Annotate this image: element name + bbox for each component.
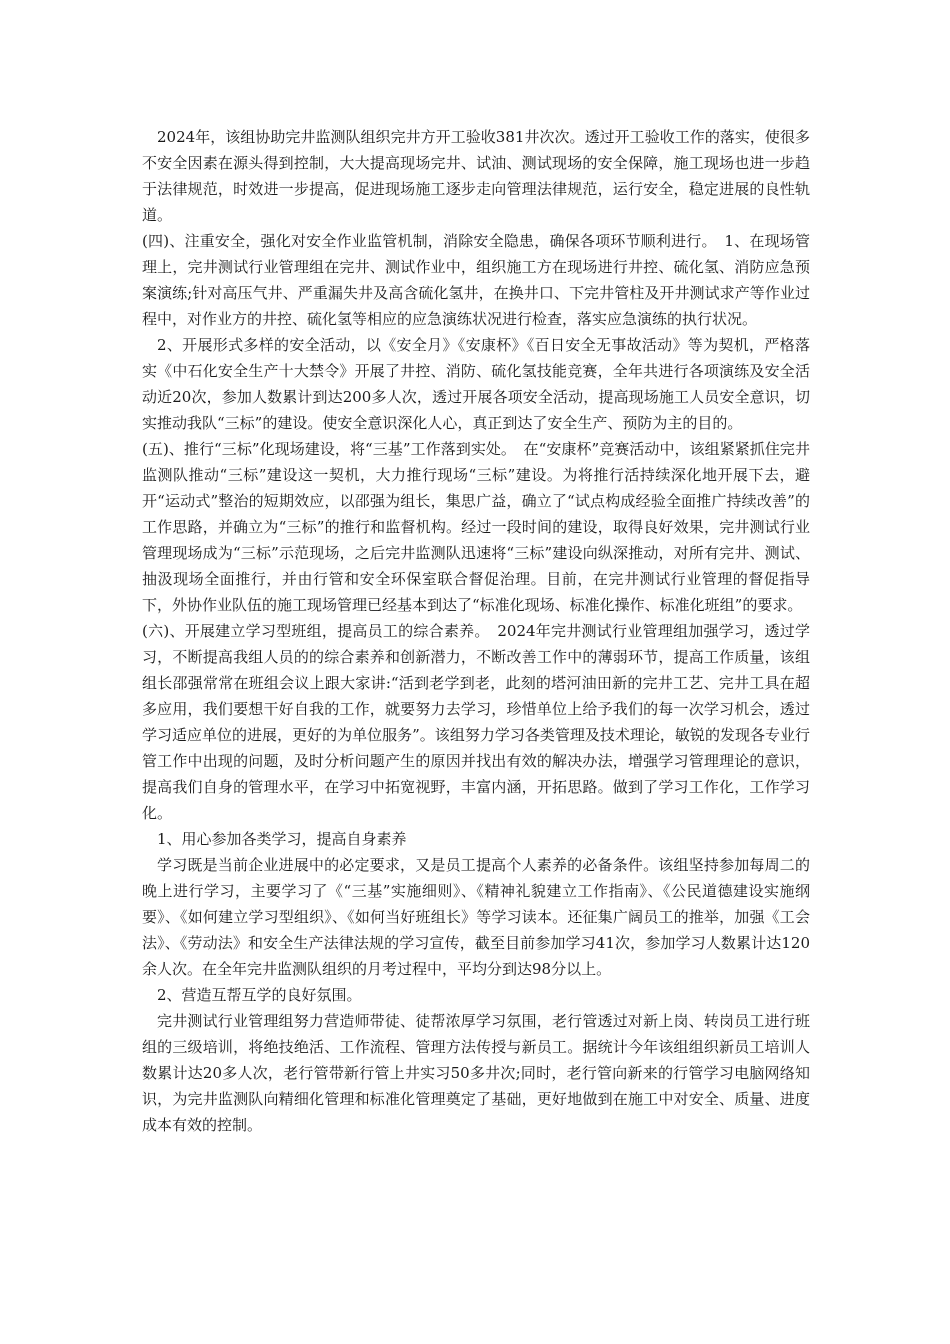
section-4-safety-supervision: (四)、注重安全，强化对安全作业监管机制，消除安全隐患，确保各项环节顺利进行。 1、在现场管理上，完井测试行业管理组在完井、测试作业中，组织施工方在现场进行井控、硫化氢、消防应急预案演练;针对高压气井、严重漏失井及高含硫化氢井，在换井口、下完井管柱及开井测试求产等作业过程中，对作业方的井控、硫化氢等相应的应急演练状况进行检查，落实应急演练的执行状况。 xyxy=(142,232,810,328)
paragraph-mentoring: 完井测试行业管理组努力营造师带徒、徒帮浓厚学习氛围，老行管透过对新上岗、转岗员工进行班组的三级培训，将绝技绝活、工作流程、管理方法传授与新员工。据统计今年该组组织新员工培训人数累计达20多人次，老行管带新行管上井实习50多井次;同时，老行管向新来的行管学习电脑网络知识，为完井监测队向精细化管理和标准化管理奠定了基础，更好地做到在施工中对安全、质量、进度成本有效的控制。 xyxy=(142,1012,810,1134)
subheading-mutual-learning: 2、营造互帮互学的良好氛围。 xyxy=(157,986,362,1004)
paragraph-safety-activities: 2、开展形式多样的安全活动，以《安全月》《安康杯》《百日安全无事故活动》等为契机，严格落实《中石化安全生产十大禁令》开展了井控、消防、硫化氢技能竞赛，全年共进行各项演练及安全活动近20次，参加人数累计到达200多人次，透过开展各项安全活动，提高现场施工人员安全意识，切实推动我队“三标”的建设。使安全意识深化人心，真正到达了安全生产、预防为主的目的。 xyxy=(142,336,810,432)
section-5-three-standards: (五)、推行“三标”化现场建设，将“三基”工作落到实处。 在“安康杯”竞赛活动中，该组紧紧抓住完井监测队推动“三标”建设这一契机，大力推行现场“三标”建设。为将推行活持续深化地开展下去，避开“运动式”整治的短期效应，以邵强为组长，集思广益，确立了“试点构成经验全面推广持续改善”的工作思路，并确立为“三标”的推行和监督机构。经过一段时间的建设，取得良好效果，完井测试行业管理现场成为“三标”示范现场，之后完井监测队迅速将“三标”建设向纵深推动，对所有完井、测试、抽汲现场全面推行，并由行管和安全环保室联合督促治理。目前，在完井测试行业管理的督促指导下，外协作业队伍的施工现场管理已经基本到达了“标准化现场、标准化操作、标准化班组”的要求。 xyxy=(142,440,810,614)
subheading-study-participation: 1、用心参加各类学习，提高自身素养 xyxy=(157,830,407,848)
paragraph-inspection-summary: 2024年，该组协助完井监测队组织完井方开工验收381井次次。透过开工验收工作的落实，使很多不安全因素在源头得到控制，大大提高现场完井、试油、测试现场的安全保障，施工现场也进一步趋于法律规范，时效进一步提高，促进现场施工逐步走向管理法律规范，运行安全，稳定进展的良性轨道。 xyxy=(142,128,810,224)
paragraph-study-details: 学习既是当前企业进展中的必定要求，又是员工提高个人素养的必备条件。该组坚持参加每周二的晚上进行学习，主要学习了《“三基”实施细则》、《精神礼貌建立工作指南》、《公民道德建设实施纲要》、《如何建立学习型组织》、《如何当好班组长》等学习读本。还征集广阔员工的推举，加强《工会法》、《劳动法》和安全生产法律法规的学习宣传，截至目前参加学习41次，参加学习人数累计达120余人次。在全年完井监测队组织的月考过程中，平均分到达98分以上。 xyxy=(142,856,810,978)
section-6-learning-team: (六)、开展建立学习型班组，提高员工的综合素养。 2024年完井测试行业管理组加强学习，透过学习，不断提高我组人员的的综合素养和创新潜力，不断改善工作中的薄弱环节，提高工作质量，该组组长邵强常常在班组会议上跟大家讲:“活到老学到老，此刻的塔河油田新的完井工艺、完井工具在超多应用，我们要想干好自我的工作，就要努力去学习，珍惜单位上给予我们的每一次学习机会，透过学习适应单位的进展，更好的为单位服务”。该组努力学习各类管理及技术理论，敏锐的发现各专业行管工作中出现的问题，及时分析问题产生的原因并找出有效的解决办法，增强学习管理理论的意识，提高我们自身的管理水平，在学习中拓宽视野，丰富内涵，开拓思路。做到了学习工作化，工作学习化。 xyxy=(142,622,810,822)
document-page xyxy=(142,124,810,1138)
